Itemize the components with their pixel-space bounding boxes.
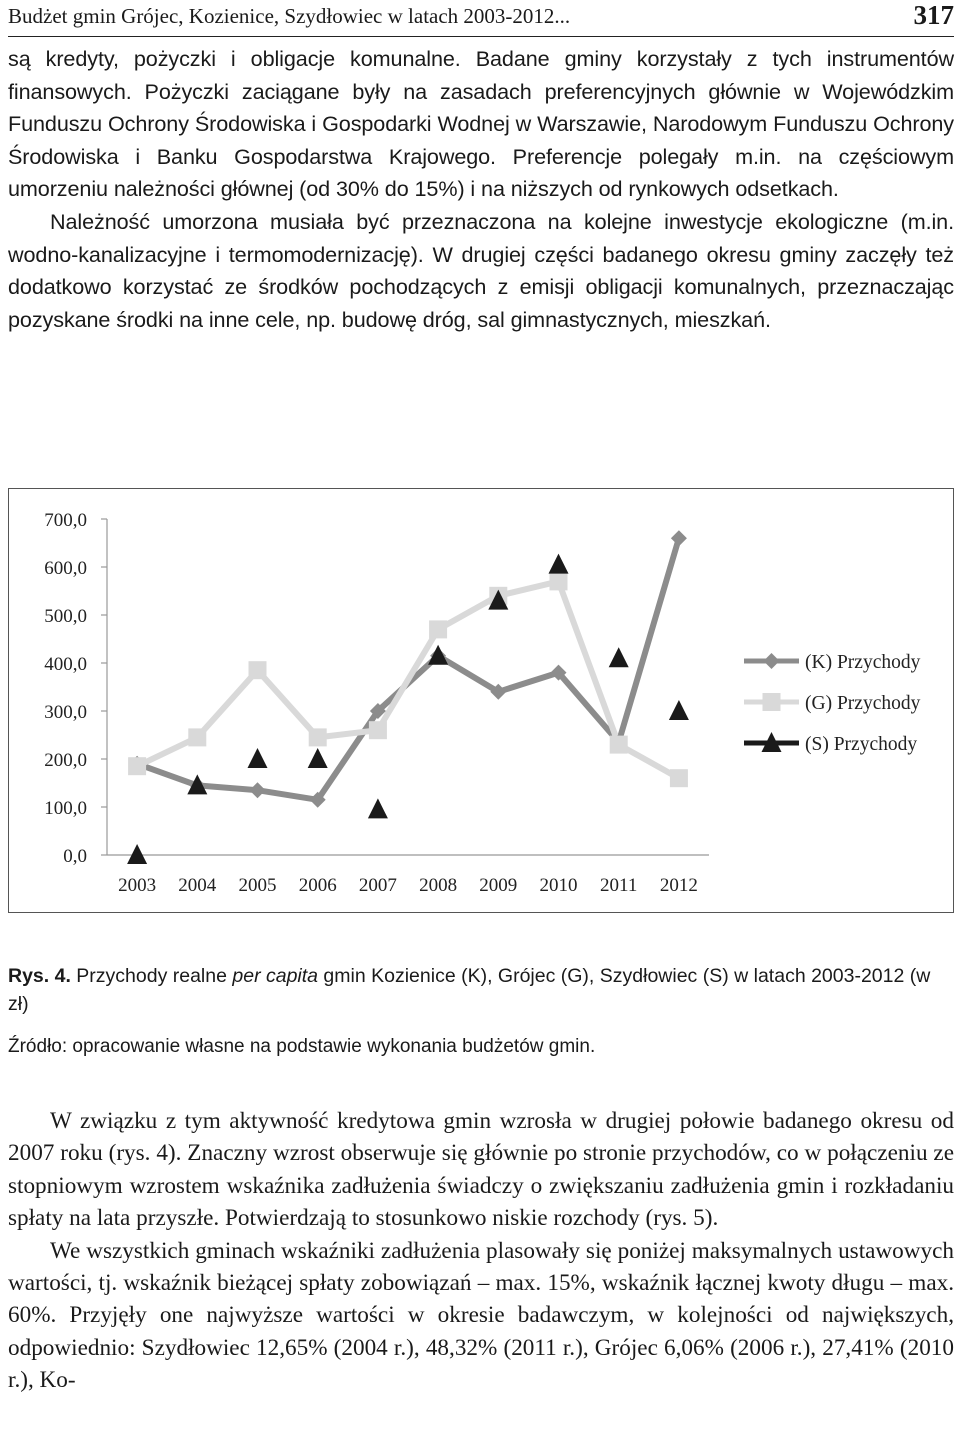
body-text-bottom bbox=[8, 1105, 954, 1397]
data-point-triangle bbox=[308, 748, 328, 768]
data-point-triangle bbox=[428, 645, 448, 665]
data-point-triangle bbox=[669, 700, 689, 720]
body-text-top bbox=[8, 43, 954, 336]
y-tick-label: 300,0 bbox=[44, 702, 87, 723]
running-header bbox=[8, 0, 954, 37]
legend-label: (S) Przychody bbox=[805, 734, 918, 755]
series-line bbox=[137, 581, 679, 778]
legend-label: (K) Przychody bbox=[805, 652, 921, 673]
data-point-square bbox=[369, 721, 387, 739]
data-point-square bbox=[763, 693, 781, 711]
x-tick-label: 2003 bbox=[118, 875, 157, 896]
page-number: 317 bbox=[913, 0, 954, 30]
figure-caption bbox=[8, 962, 954, 1018]
caption-italic: per capita bbox=[232, 965, 319, 987]
caption-text: gmin Kozienice (K), Grójec (G), Szydłowiec (S) w latach 2003-2012 (w zł) bbox=[8, 965, 931, 1015]
data-point-square bbox=[309, 728, 327, 746]
x-tick-label: 2010 bbox=[539, 875, 578, 896]
y-tick-label: 400,0 bbox=[44, 654, 87, 675]
paragraph: We wszystkich gminach wskaźniki zadłużenia plasowały się poniżej maksymalnych ustawowych wartości, tj. wskaźnik bieżącej spłaty zobowiązań – max. 15%, wskaźnik łącznej kwoty długu – max. 60%. Przyjęły one najwyższe wartości w okresie badawczym, w kolejności od największych, odpowiednio: Szydłowiec 12,65% (2004 r.), 48,32% (2011 r.), Grójec 6,06% (2006 r.), 27,41% (2010 r.), Ko- bbox=[8, 1237, 954, 1394]
legend-label: (G) Przychody bbox=[805, 693, 921, 714]
y-tick-label: 500,0 bbox=[44, 606, 87, 627]
data-point-square bbox=[550, 572, 568, 590]
figure-label: Rys. 4. bbox=[8, 965, 71, 987]
figure-4-chart bbox=[8, 488, 954, 913]
data-point-triangle bbox=[549, 554, 569, 574]
running-title: Budżet gmin Grójec, Kozienice, Szydłowiec w latach 2003-2012... bbox=[8, 4, 571, 28]
x-tick-label: 2004 bbox=[178, 875, 217, 896]
paragraph: W związku z tym aktywność kredytowa gmin wzrosła w drugiej połowie badanego okresu od 2007 roku (rys. 4). Znaczny wzrost obserwuje się głównie po stronie przychodów, co w połączeniu ze stopniowym wzrostem wskaźnika zadłużenia świadczy o zwiększaniu zadłużenia gmin i rozkładaniu spłaty na lata przyszłe. Potwierdzają to stosunkowo niskie rozchody (rys. 5). bbox=[8, 1108, 954, 1232]
data-point-square bbox=[610, 736, 628, 754]
x-tick-label: 2005 bbox=[238, 875, 277, 896]
y-tick-label: 0,0 bbox=[63, 846, 87, 867]
x-tick-label: 2012 bbox=[659, 875, 698, 896]
x-tick-label: 2007 bbox=[358, 875, 397, 896]
x-tick-label: 2008 bbox=[419, 875, 458, 896]
figure-source: Źródło: opracowanie własne na podstawie wykonania budżetów gmin. bbox=[8, 1036, 596, 1057]
data-point-square bbox=[249, 661, 267, 679]
data-point-triangle bbox=[127, 844, 147, 864]
data-point-square bbox=[429, 620, 447, 638]
data-point-triangle bbox=[368, 798, 388, 818]
data-point-square bbox=[128, 757, 146, 775]
data-point-triangle bbox=[248, 748, 268, 768]
caption-text: Przychody realne bbox=[70, 965, 233, 987]
y-tick-label: 600,0 bbox=[44, 558, 87, 579]
paragraph: Należność umorzona musiała być przeznaczona na kolejne inwestycje ekologiczne (m.in. wodno-kanalizacyjne i termomodernizację). W drugiej części badanego okresu gminy zaczęły też dodatkowo korzystać ze środków pochodzących z emisji obligacji komunalnych, przeznaczając pozyskane środki na inne cele, np. budowę dróg, sal gimnastycznych, mieszkań. bbox=[8, 208, 954, 332]
series-line bbox=[137, 538, 679, 800]
x-tick-label: 2011 bbox=[600, 875, 638, 896]
data-point-diamond bbox=[671, 530, 687, 546]
data-point-triangle bbox=[609, 647, 629, 667]
x-tick-label: 2006 bbox=[298, 875, 337, 896]
y-tick-label: 100,0 bbox=[44, 798, 87, 819]
x-tick-label: 2009 bbox=[479, 875, 518, 896]
y-tick-label: 700,0 bbox=[44, 510, 87, 531]
data-point-square bbox=[670, 769, 688, 787]
data-point-diamond bbox=[250, 782, 266, 798]
line-chart bbox=[9, 489, 953, 911]
paragraph: są kredyty, pożyczki i obligacje komunalne. Badane gminy korzystały z tych instrumentów finansowych. Pożyczki zaciągane były na zasadach preferencyjnych głównie w Wojewódzkim Funduszu Ochrony Środowiska i Gospodarki Wodnej w Warszawie, Narodowym Funduszu Ochrony Środowiska i Banku Gospodarstwa Krajowego. Preferencje polegały m.in. na częściowym umorzeniu należności głównej (od 30% do 15%) i na niższych od rynkowych odsetkach. bbox=[8, 46, 954, 202]
y-tick-label: 200,0 bbox=[44, 750, 87, 771]
data-point-square bbox=[188, 728, 206, 746]
data-point-diamond bbox=[764, 653, 780, 669]
